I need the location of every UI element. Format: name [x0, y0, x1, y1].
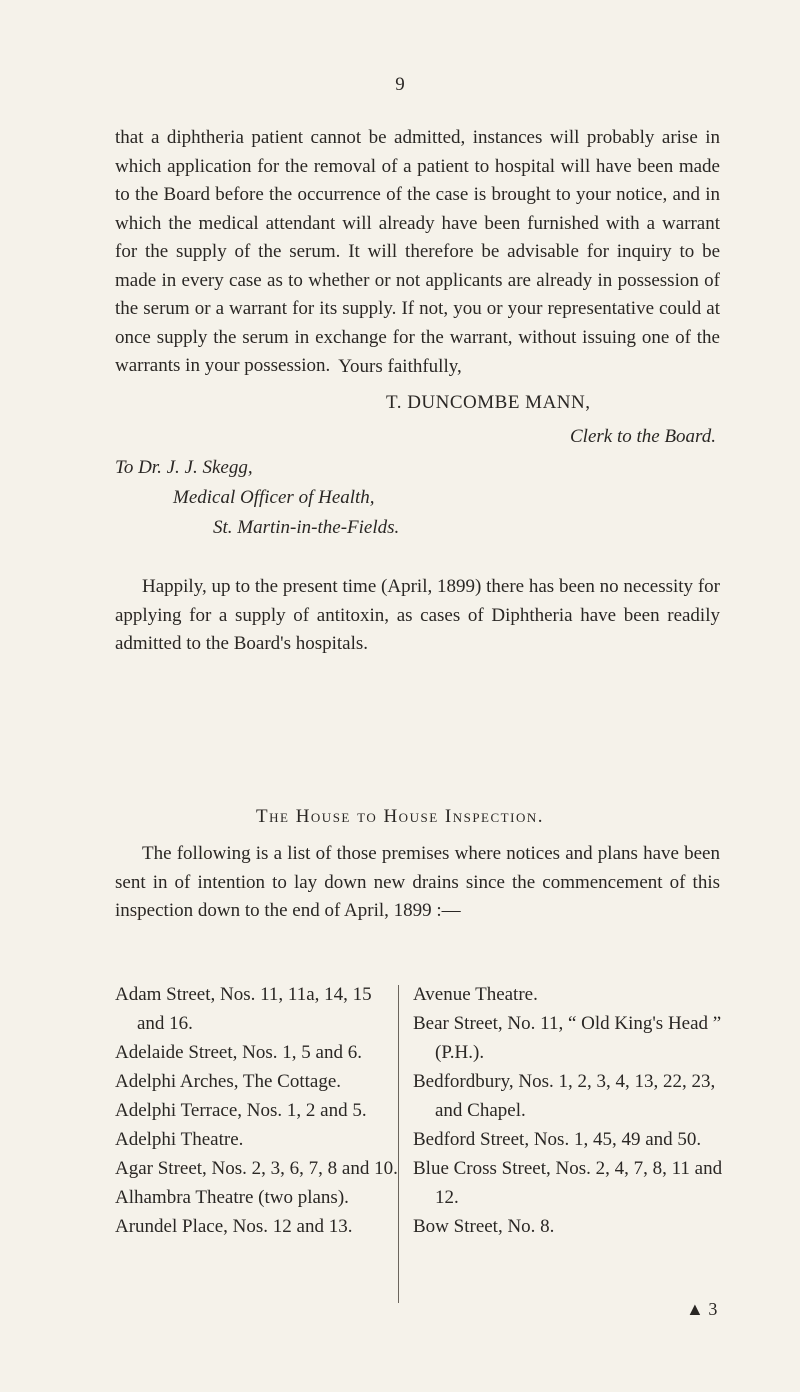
letter-continuation: that a diphtheria patient cannot be admitted, instances will probably arise in which application for the removal of a patient to hospital will have been made to the Board before the occurrence of the case is brought to your notice, and in which the medical attendant will already have been furnished with a warrant for the supply of the serum. It will therefore be advisable for inquiry to be made in every case as to whether or not applicants are already in possession of the serum or a warrant for its supply. If not, you or your representative could at once supply the serum in exchange for the warrant, without issuing one of the warrants in your possession.: [115, 127, 720, 376]
list-item: Adelphi Arches, The Cottage.: [115, 1071, 342, 1092]
column-divider: [398, 985, 399, 1303]
list-item: Adelphi Theatre.: [115, 1129, 244, 1150]
signatory-title: Clerk to the Board.: [570, 426, 716, 447]
addressee-line-3: St. Martin-in-the-Fields.: [213, 517, 400, 538]
list-item: Bedford Street, Nos. 1, 45, 49 and 50.: [413, 1129, 702, 1150]
list-item: Adelaide Street, Nos. 1, 5 and 6.: [115, 1042, 362, 1063]
list-item: Blue Cross Street, Nos. 2, 4, 7, 8, 11 and 12.: [413, 1158, 723, 1208]
list-item: Arundel Place, Nos. 12 and 13.: [115, 1216, 353, 1237]
list-item: Bear Street, No. 11, “ Old King's Head ” (P.H.).: [413, 1013, 722, 1063]
premises-list-right: [413, 980, 723, 1241]
closing-salutation: Yours faithfully,: [338, 356, 462, 377]
list-item: Bedfordbury, Nos. 1, 2, 3, 4, 13, 22, 23, and Chapel.: [413, 1071, 716, 1121]
list-item: Bow Street, No. 8.: [413, 1216, 555, 1237]
premises-list-left: [115, 980, 400, 1241]
list-item: Adelphi Terrace, Nos. 1, 2 and 5.: [115, 1100, 367, 1121]
list-item: Adam Street, Nos. 11, 11a, 14, 15 and 16.: [115, 984, 372, 1034]
signature-mark: ▲ 3: [686, 1299, 718, 1319]
antitoxin-paragraph: Happily, up to the present time (April, 1899) there has been no necessity for applying for a supply of antitoxin, as cases of Diphtheria have been readily admitted to the Board's hospitals.: [115, 576, 720, 654]
list-item: Agar Street, Nos. 2, 3, 6, 7, 8 and 10.: [115, 1158, 398, 1179]
list-item: Avenue Theatre.: [413, 984, 538, 1005]
addressee-line-2: Medical Officer of Health,: [173, 487, 375, 508]
list-item: Alhambra Theatre (two plans).: [115, 1187, 349, 1208]
page-number: 9: [395, 74, 405, 95]
list-intro: The following is a list of those premises where notices and plans have been sent in of intention to lay down new drains since the commencement of this inspection down to the end of April, 1899 :—: [115, 843, 720, 921]
addressee-line-1: To Dr. J. J. Skegg,: [115, 457, 253, 478]
section-heading: The House to House Inspection.: [256, 806, 544, 827]
signatory-name: T. DUNCOMBE MANN,: [386, 392, 591, 413]
